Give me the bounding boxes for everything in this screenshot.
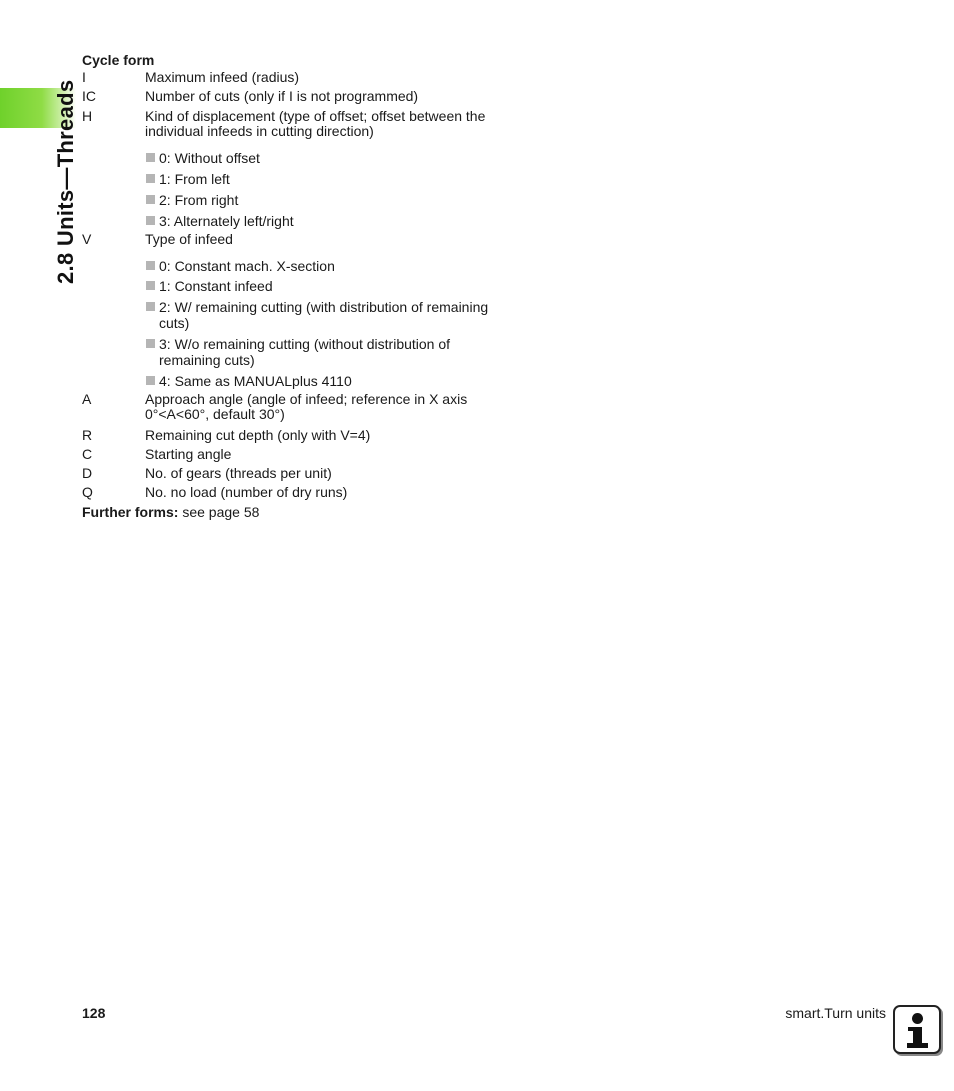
list-item: 2: From right — [145, 192, 522, 213]
further-forms-link[interactable]: see page 58 — [178, 504, 260, 520]
list-item: 3: W/o remaining cutting (without distribution of remaining cuts) — [145, 336, 479, 373]
param-desc: Approach angle (angle of infeed; reference in X axis 0°<A<60°, default 30°) — [145, 391, 468, 422]
further-forms-label: Further forms: — [82, 504, 179, 520]
param-row — [82, 428, 522, 447]
square-bullet-icon — [146, 281, 155, 290]
param-row — [82, 70, 522, 89]
info-icon — [893, 1005, 941, 1054]
param-desc: Remaining cut depth (only with V=4) — [145, 427, 371, 443]
param-key: C — [82, 446, 93, 462]
param-key: A — [82, 391, 92, 407]
list-item: 1: Constant infeed — [145, 278, 522, 299]
param-key: Q — [82, 484, 93, 500]
param-key: H — [82, 108, 93, 124]
param-row — [82, 447, 522, 466]
param-desc: Kind of displacement (type of offset; offset between the individual infeeds in cutting direction) — [145, 108, 486, 139]
further-forms — [82, 504, 522, 520]
param-key: V — [82, 231, 92, 247]
running-title: smart.Turn units — [785, 1005, 886, 1021]
param-key: D — [82, 465, 93, 481]
list-item: 0: Without offset — [145, 150, 522, 171]
cycle-form-section — [82, 51, 522, 520]
square-bullet-icon — [146, 153, 155, 162]
param-key: IC — [82, 88, 96, 104]
param-desc: Number of cuts (only if I is not programmed) — [145, 88, 419, 104]
square-bullet-icon — [146, 302, 155, 311]
param-desc: No. no load (number of dry runs) — [145, 484, 348, 500]
square-bullet-icon — [146, 195, 155, 204]
param-row — [82, 485, 522, 504]
square-bullet-icon — [146, 174, 155, 183]
square-bullet-icon — [146, 216, 155, 225]
square-bullet-icon — [146, 376, 155, 385]
square-bullet-icon — [146, 261, 155, 270]
list-item: 2: W/ remaining cutting (with distribution of remaining cuts) — [145, 299, 519, 336]
v-option-list — [82, 254, 522, 392]
param-key: R — [82, 427, 93, 443]
section-heading: Cycle form — [82, 52, 155, 68]
list-item: 0: Constant mach. X-section — [145, 258, 522, 278]
param-row — [82, 392, 482, 428]
param-row — [82, 109, 512, 146]
param-row — [82, 466, 522, 485]
page-number: 128 — [82, 1005, 106, 1021]
list-item: 4: Same as MANUALplus 4110 — [145, 373, 522, 392]
param-key: I — [82, 69, 86, 85]
param-desc: Starting angle — [145, 446, 232, 462]
chapter-title: 2.8 Units—Threads — [53, 79, 78, 284]
list-item: 1: From left — [145, 171, 522, 192]
list-item: 3: Alternately left/right — [145, 213, 522, 232]
param-desc: Maximum infeed (radius) — [145, 69, 300, 85]
param-desc: Type of infeed — [145, 231, 233, 247]
param-row — [82, 89, 522, 109]
param-desc: No. of gears (threads per unit) — [145, 465, 332, 481]
square-bullet-icon — [146, 339, 155, 348]
param-row — [82, 232, 522, 254]
h-option-list — [82, 146, 522, 232]
